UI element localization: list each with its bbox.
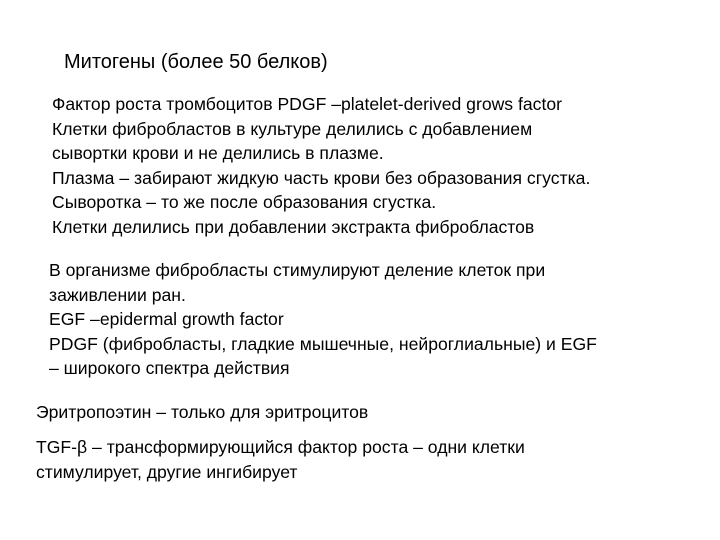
text-line: EGF –epidermal growth factor <box>49 309 284 329</box>
pdgf-paragraph <box>52 92 590 239</box>
tgf-beta-paragraph <box>36 435 525 484</box>
text-line: сывортки крови и не делились в плазме. <box>52 143 384 163</box>
text-line: стимулирует, другие ингибирует <box>36 461 298 482</box>
text-line: TGF-β – трансформирующийся фактор роста – одни клетки <box>36 437 525 457</box>
erythropoietin-paragraph <box>36 400 368 425</box>
text-line: Фактор роста тромбоцитов PDGF –platelet-derived grows factor <box>52 94 562 114</box>
text-line: заживлении ран. <box>49 284 186 305</box>
text-line: Клетки делились при добавлении экстракта фибробластов <box>52 216 535 237</box>
text-line: Клетки фибробластов в культуре делились с добавлением <box>52 118 533 139</box>
slide-title: Митогены (более 50 белков) <box>64 51 328 73</box>
text-line: Эритропоэтин – только для эритроцитов <box>36 402 369 422</box>
text-line: В организме фибробласты стимулируют деление клеток при <box>49 260 546 280</box>
text-line: PDGF (фибробласты, гладкие мышечные, нейроглиальные) и EGF <box>49 333 597 354</box>
text-line: Сыворотка – то же после образования сгустка. <box>52 192 437 212</box>
organism-paragraph <box>49 258 597 381</box>
text-line: – широкого спектра действия <box>49 358 290 378</box>
text-line: Плазма – забирают жидкую часть крови без образования сгустка. <box>52 167 591 188</box>
